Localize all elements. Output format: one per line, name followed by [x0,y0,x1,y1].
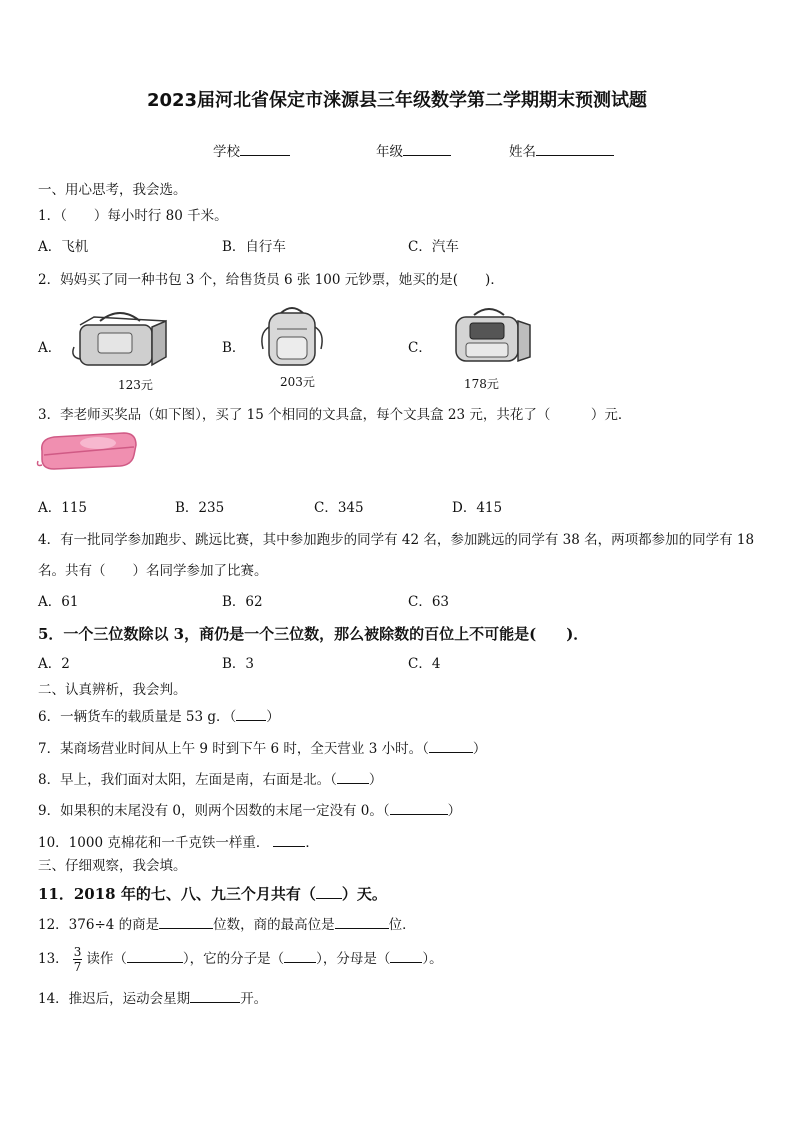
q7-blank[interactable] [429,738,473,753]
page-title: 2023届河北省保定市涞源县三年级数学第二学期期末预测试题 [146,90,648,111]
bag-c-image [444,303,534,367]
q13 [38,941,443,977]
q5-option-b[interactable]: B．3 [222,656,255,672]
fraction-3-7 [73,945,83,974]
q12-part1: 12．376÷4 的商是 [38,917,160,933]
grade-field [376,141,451,161]
q4-text-line1: 4．有一批同学参加跑步、跳远比赛，其中参加跑步的同学有 42 名，参加跳远的同学有 38 名，两项都参加的同学有 18 [38,532,755,548]
pencil-case-image [36,431,138,473]
q12-blank-1[interactable] [159,914,213,929]
q1-option-a[interactable]: A．飞机 [38,239,89,255]
q11-blank[interactable] [316,884,342,899]
q13-part3: ），分母是（ [316,951,391,967]
q2-price-c: 178元 [464,377,499,391]
q4-option-a[interactable]: A．61 [38,594,79,610]
q1-text: 1．（ ）每小时行 80 千米。 [38,208,228,224]
q4-option-b[interactable]: B．62 [222,594,263,610]
q3-option-c[interactable]: C．345 [314,500,364,516]
q6-blank[interactable] [236,706,266,721]
q2-price-a: 123元 [118,378,153,392]
q2-option-b[interactable]: B． [222,340,246,356]
q10-blank[interactable] [273,832,305,847]
q3-option-b[interactable]: B．235 [175,500,225,516]
q12-blank-2[interactable] [335,914,389,929]
q14 [38,988,267,1008]
q7 [38,738,486,758]
name-blank[interactable] [536,141,614,156]
q4-text-line2: 名。共有（ ）名同学参加了比赛。 [38,563,268,579]
q2-option-c[interactable]: C． [408,340,432,356]
q7-text: 7．某商场营业时间从上午 9 时到下午 6 时，全天营业 3 小时。（ [38,741,429,757]
q13-part1: 读作（ [86,951,127,967]
q8-blank[interactable] [337,769,369,784]
q6-text: 6．一辆货车的载质量是 53 g．（ [38,709,237,725]
q3-text: 3．李老师买奖品（如下图），买了 15 个相同的文具盒，每个文具盒 23 元，共花了（ ）元． [38,407,632,423]
q3-option-a[interactable]: A．115 [38,500,88,516]
q13-blank-3[interactable] [390,948,422,963]
q14-part1: 14．推迟后，运动会星期 [38,991,191,1007]
section-3-heading: 三、仔细观察，我会填。 [38,858,187,874]
grade-blank[interactable] [403,141,451,156]
name-field [509,141,614,161]
q11-end: ）天。 [341,885,387,903]
q5-option-c[interactable]: C．4 [408,656,441,672]
q8-text: 8．早上，我们面对太阳，左面是南，右面是北。（ [38,772,337,788]
school-blank[interactable] [240,141,290,156]
q6 [38,706,280,726]
q5-text: 5．一个三位数除以 3，商仍是一个三位数，那么被除数的百位上不可能是( )． [38,625,589,643]
q13-part2: ），它的分子是（ [182,951,285,967]
q10-end: ． [305,835,319,851]
name-label: 姓名 [509,144,536,160]
q12-part2: 位数，商的最高位是 [213,917,335,933]
q2-text: 2．妈妈买了同一种书包 3 个，给售货员 6 张 100 元钞票，她买的是( )． [38,272,504,288]
grade-label: 年级 [376,144,403,160]
q6-end: ） [266,709,280,725]
q13-blank-2[interactable] [284,948,316,963]
q13-part4: ）。 [422,951,443,967]
q12 [38,914,416,934]
q1-option-b[interactable]: B．自行车 [222,239,286,255]
q9-end: ） [447,803,462,819]
q9-blank[interactable] [390,800,448,815]
q13-number: 13． [38,951,69,967]
q2-option-a[interactable]: A． [38,340,62,356]
school-field [213,141,290,161]
q11-text: 11．2018 年的七、八、九三个月共有（ [38,885,316,903]
bag-b-image [257,303,327,369]
q11 [38,883,387,904]
q4-option-c[interactable]: C．63 [408,594,450,610]
q13-blank-1[interactable] [127,948,183,963]
q8 [38,769,382,789]
q3-option-d[interactable]: D．415 [452,500,503,516]
q5-option-a[interactable]: A．2 [38,656,70,672]
q1-option-c[interactable]: C．汽车 [408,239,459,255]
q10 [38,832,319,852]
q14-part2: 开。 [240,991,268,1007]
fraction-denominator: 7 [73,960,82,974]
q2-price-b: 203元 [280,375,315,389]
q9 [38,800,461,820]
q12-part3: 位． [388,917,416,933]
q14-blank[interactable] [190,988,240,1003]
fraction-numerator: 3 [73,945,82,959]
q8-end: ） [368,772,383,788]
school-label: 学校 [213,144,240,160]
bag-a-image [70,307,170,369]
q10-text: 10．1000 克棉花和一千克铁一样重． [38,835,270,851]
q7-end: ） [472,741,487,757]
section-1-heading: 一、用心思考，我会选。 [38,182,187,198]
section-2-heading: 二、认真辨析，我会判。 [38,682,187,698]
q9-text: 9．如果积的末尾没有 0，则两个因数的末尾一定没有 0。（ [38,803,390,819]
